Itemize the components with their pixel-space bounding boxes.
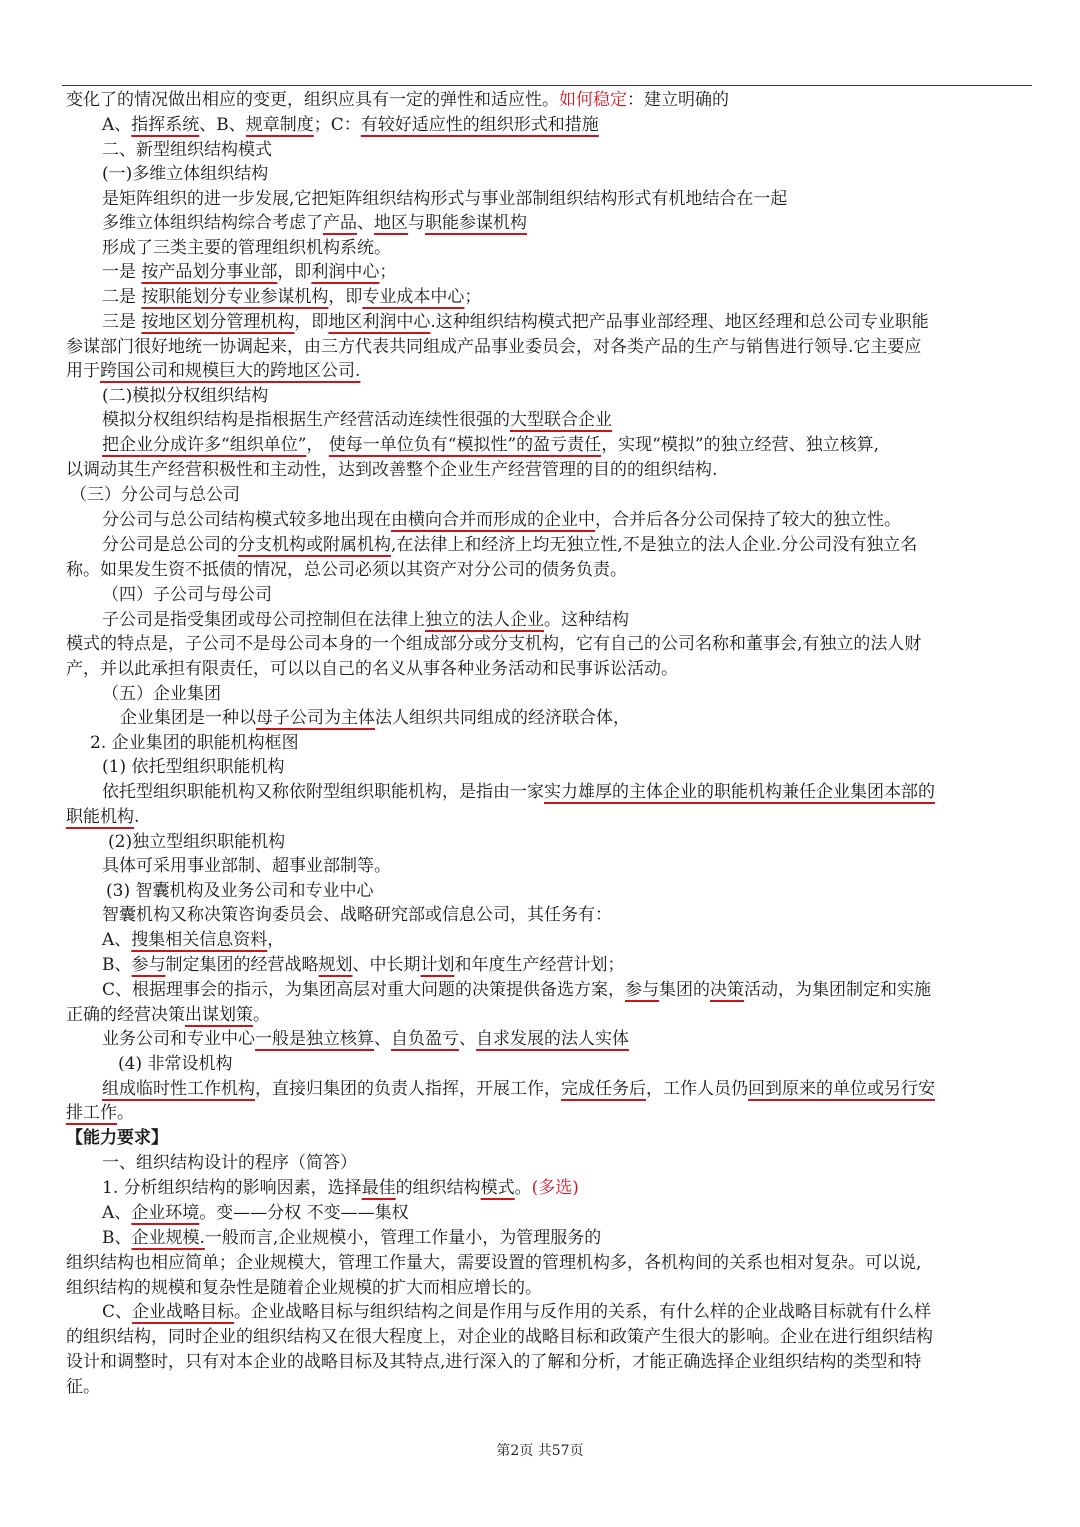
underlined-phrase: 跨国公司和规模巨大的跨地区公司.	[100, 361, 361, 381]
underlined-phrase: 参与	[625, 980, 660, 1000]
text-line	[102, 929, 284, 951]
text-line	[66, 1004, 270, 1026]
text-line	[102, 1028, 629, 1050]
text-line	[102, 855, 391, 877]
text-run: 业务公司和专业中心	[102, 1029, 255, 1049]
underlined-phrase: 母子公司为主体	[256, 708, 375, 728]
text-line	[66, 89, 729, 111]
underlined-phrase: 地区	[374, 213, 408, 233]
underlined-phrase: 使每一单位负有“模拟性”的盈亏责任	[328, 435, 602, 455]
text-line	[102, 286, 481, 308]
text-run: 组织结构的规模和复杂性是随着企业规模的扩大而相应增长的。	[66, 1278, 542, 1298]
underlined-phrase: 企业战略目标	[132, 1302, 235, 1322]
text-line	[66, 633, 921, 655]
text-run: 。变——分权 不变——集权	[199, 1203, 409, 1223]
underlined-phrase: 大型联合企业	[510, 410, 612, 430]
text-line	[102, 756, 284, 778]
text-run: B、	[102, 955, 132, 975]
text-run: A、	[102, 1203, 132, 1223]
text-run: ，	[306, 435, 329, 455]
text-run: （四）子公司与母公司	[102, 585, 272, 605]
text-run: ；	[464, 287, 482, 307]
text-run: 用于	[66, 361, 100, 381]
text-run: 、中长期	[352, 955, 421, 975]
text-run: 正确的经营决策	[66, 1005, 185, 1025]
text-line	[102, 434, 879, 456]
underlined-phrase: 按职能划分专业参谋机构	[141, 287, 329, 307]
text-run: 参谋部门很好地统一协调起来，由三方代表共同组成产品事业委员会，对各类产品的生产与销售进行领导.它主要应	[66, 337, 922, 357]
underlined-phrase: 产品	[323, 213, 357, 233]
text-run: ，直接归集团的负责人指挥，开展工作，	[255, 1079, 561, 1099]
text-run: 依托型组织职能机构又称依附型组织职能机构，是指由一家	[102, 782, 544, 802]
text-line	[102, 979, 931, 1001]
text-run: .这种组织结构模式把产品事业部经理、地区经理和总公司专业职能	[430, 312, 929, 332]
text-line	[66, 1351, 921, 1373]
text-run: 变化了的情况做出相应的变更，组织应具有一定的弹性和适应性。	[66, 90, 559, 110]
text-line	[106, 880, 373, 902]
text-run: 模拟分权组织结构是指根据生产经营活动连续性很强的	[102, 410, 510, 430]
header-rule	[62, 85, 1032, 86]
text-run: ，即	[277, 262, 312, 282]
text-run: 产，并以此承担有限责任，可以以自己的名义从事各种业务活动和民事诉讼活动。	[66, 659, 678, 679]
text-run: 。	[253, 1005, 270, 1025]
text-run: ，工作人员仍	[646, 1079, 748, 1099]
text-line	[66, 658, 678, 680]
text-line	[102, 1301, 931, 1323]
text-run: 一、组织结构设计的程序（简答）	[102, 1153, 357, 1173]
underlined-phrase: 企业规模.	[131, 1228, 205, 1248]
text-run: (4) 非常设机构	[118, 1054, 233, 1074]
underlined-phrase: 参与	[131, 955, 166, 975]
text-line	[66, 806, 139, 828]
text-line	[102, 311, 929, 333]
text-run: 以调动其生产经营积极性和主动性，达到改善整个企业生产经营管理的目的的组织结构.	[66, 460, 718, 480]
underlined-phrase: 由横向合并而形成的企业中	[391, 510, 595, 530]
text-run: 、	[374, 1029, 391, 1049]
text-run: 多维立体组织结构综合考虑了	[102, 213, 323, 233]
underlined-phrase: 模式	[480, 1178, 515, 1198]
text-run: 活动，为集团制定和实施	[744, 980, 932, 1000]
underlined-phrase: 完成任务后	[561, 1079, 646, 1099]
text-run: ，合并后各分公司保持了较大的独立性。	[595, 510, 901, 530]
underlined-phrase: 利润中心	[311, 262, 380, 282]
text-run: 分公司是总公司的	[102, 535, 238, 555]
underlined-phrase: 企业环境	[131, 1203, 200, 1223]
underlined-phrase: 组成临时性工作机构	[102, 1079, 255, 1099]
text-line	[66, 1127, 168, 1149]
text-line	[66, 1252, 921, 1274]
text-run: 形成了三类主要的管理组织机构系统。	[102, 238, 391, 258]
text-line	[102, 1202, 409, 1224]
text-run: 企业集团是一种以	[120, 708, 256, 728]
text-run: (2)独立型组织职能机构	[108, 832, 286, 852]
text-line	[66, 459, 717, 481]
highlight-note: (多选)	[531, 1178, 579, 1198]
text-line	[66, 336, 921, 358]
text-line	[102, 781, 935, 803]
text-run: ：建立明确的	[627, 90, 729, 110]
underlined-phrase: 职能参谋机构	[425, 213, 527, 233]
underlined-phrase: 地区利润中心	[328, 312, 431, 332]
text-run: B、	[102, 1228, 132, 1248]
text-run: 与	[408, 213, 425, 233]
text-run: ，	[267, 930, 285, 950]
text-line	[102, 1078, 935, 1100]
text-run: ，实现“模拟”的独立经营、独立核算,	[601, 435, 879, 455]
text-run: 一是	[102, 262, 142, 282]
text-run: 二是	[102, 287, 142, 307]
text-run: C、	[102, 1302, 133, 1322]
underlined-phrase: 专业成本中心	[362, 287, 465, 307]
text-run: （三）分公司与总公司	[70, 485, 240, 505]
text-line	[102, 1152, 357, 1174]
underlined-phrase: 搜集相关信息资料	[131, 930, 268, 950]
underlined-phrase: 回到原来的单位或另行安	[748, 1079, 935, 1099]
text-run: 【能力要求】	[66, 1128, 168, 1148]
underlined-phrase: 有较好适应性的组织形式和措施	[360, 115, 599, 135]
text-line	[66, 1102, 134, 1124]
text-line	[102, 534, 917, 556]
text-run: 二、新型组织结构模式	[102, 140, 272, 160]
text-run: ；C：	[313, 115, 361, 135]
text-line	[102, 212, 527, 234]
text-line	[102, 409, 612, 431]
text-run: 设计和调整时，只有对本企业的战略目标及其特点,进行深入的了解和分析，才能正确选择企业组织结构的类型和特	[66, 1352, 922, 1372]
text-line	[102, 385, 268, 407]
underlined-phrase: 一般是独立核算	[255, 1029, 374, 1049]
text-run: (二)模拟分权组织结构	[102, 386, 269, 406]
text-run: 组织结构也相应简单；企业规模大，管理工作量大，需要设置的管理机构多，各机构间的关系也相对复杂。可以说,	[66, 1253, 922, 1273]
underlined-phrase: 自负盈亏	[391, 1029, 459, 1049]
text-run: 集团的	[659, 980, 711, 1000]
text-line	[118, 1053, 232, 1075]
text-line	[120, 707, 630, 729]
text-run: ，即	[294, 312, 329, 332]
underlined-phrase: 最佳	[361, 1178, 396, 1198]
underlined-phrase: 分支机构或附属机构	[238, 535, 391, 555]
underlined-phrase: 实力雄厚的主体企业的职能机构兼任企业集团本部的	[544, 782, 935, 802]
text-run: 具体可采用事业部制、超事业部制等。	[102, 856, 391, 876]
text-run: 制定集团的经营战略	[165, 955, 319, 975]
text-run: 法人组织共同组成的经济联合体，	[375, 708, 630, 728]
text-run: 。	[117, 1103, 134, 1123]
text-run: 的组织结构，同时企业的组织结构又在很大程度上，对企业的战略目标和政策产生很大的影响。企业在进行组织结构	[66, 1327, 933, 1347]
text-line	[66, 559, 627, 581]
underlined-phrase: 计划	[420, 955, 455, 975]
text-line	[102, 1177, 579, 1199]
text-line	[102, 139, 272, 161]
text-run: 2. 企业集团的职能机构框图	[90, 733, 299, 753]
text-run: 1. 分析组织结构的影响因素，选择	[102, 1178, 362, 1198]
text-line	[108, 831, 285, 853]
underlined-phrase: 排工作	[66, 1103, 117, 1123]
text-line	[102, 261, 396, 283]
text-line	[66, 1376, 100, 1398]
text-line	[66, 1277, 542, 1299]
underlined-phrase: 决策	[710, 980, 745, 1000]
text-run: （五）企业集团	[102, 684, 221, 704]
text-run: 。企业战略目标与组织结构之间是作用与反作用的关系，有什么样的企业战略目标就有什么样	[234, 1302, 932, 1322]
text-run: ,在法律上和经济上均无独立性,不是独立的法人企业.分公司没有独立名	[391, 535, 918, 555]
text-line	[70, 484, 240, 506]
underlined-phrase: 职能机构	[66, 807, 134, 827]
underlined-phrase: 独立的法人企业	[425, 610, 544, 630]
text-line	[102, 584, 272, 606]
text-run: 一般而言,企业规模小，管理工作量小，为管理服务的	[204, 1228, 602, 1248]
text-line	[102, 188, 787, 210]
underlined-phrase: 把企业分成许多“组织单位”	[102, 435, 307, 455]
text-run: C、根据理事会的指示，为集团高层对重大问题的决策提供备选方案，	[102, 980, 626, 1000]
underlined-phrase: 出谋划策	[185, 1005, 253, 1025]
text-run: A、	[102, 115, 132, 135]
text-run: ；	[379, 262, 397, 282]
text-line	[102, 1227, 601, 1249]
text-run: 。	[514, 1178, 532, 1198]
text-line	[102, 237, 391, 259]
text-line	[102, 904, 612, 926]
underlined-phrase: 按产品划分事业部	[141, 262, 278, 282]
text-line	[102, 954, 625, 976]
text-line	[90, 732, 299, 754]
text-line	[102, 114, 599, 136]
text-run: 称。如果发生资不抵债的情况，总公司必须以其资产对分公司的债务负责。	[66, 560, 627, 580]
text-run: (3) 智囊机构及业务公司和专业中心	[106, 881, 374, 901]
underlined-phrase: 自求发展的法人实体	[476, 1029, 629, 1049]
text-line	[66, 1326, 933, 1348]
text-line	[102, 609, 629, 631]
text-run: 。这种结构	[544, 610, 629, 630]
text-run: 、	[459, 1029, 476, 1049]
text-run: 和年度生产经营计划；	[454, 955, 625, 975]
text-run: A、	[102, 930, 132, 950]
text-line	[102, 683, 221, 705]
text-run: 征。	[66, 1377, 100, 1397]
text-run: (1) 依托型组织职能机构	[102, 757, 285, 777]
underlined-phrase: 规章制度	[245, 115, 314, 135]
text-run: 智囊机构又称决策咨询委员会、战略研究部或信息公司，其任务有：	[102, 905, 612, 925]
text-run: 、B、	[199, 115, 246, 135]
text-run: 分公司与总公司结构模式较多地出现在	[102, 510, 391, 530]
underlined-phrase: 按地区划分管理机构	[141, 312, 295, 332]
text-line	[102, 163, 268, 185]
underlined-phrase: 指挥系统	[131, 115, 200, 135]
text-run: 子公司是指受集团或母公司控制但在法律上	[102, 610, 425, 630]
text-run: 三是	[102, 312, 142, 332]
text-run: .	[134, 807, 140, 827]
text-run: 的组织结构	[395, 1178, 481, 1198]
text-line	[66, 360, 360, 382]
text-run: (一)多维立体组织结构	[102, 164, 269, 184]
text-run: 模式的特点是，子公司不是母公司本身的一个组成部分或分支机构，它有自己的公司名称和董事会,有独立的法人财	[66, 634, 922, 654]
text-run: 是矩阵组织的进一步发展,它把矩阵组织结构形式与事业部制组织结构形式有机地结合在一起	[102, 189, 788, 209]
underlined-phrase: 规划	[318, 955, 353, 975]
page-footer: 第2页 共57页	[496, 1443, 584, 1459]
text-run: 、	[357, 213, 374, 233]
highlight-note: 如何稳定	[559, 90, 627, 110]
text-line	[102, 509, 901, 531]
text-run: ，即	[328, 287, 363, 307]
